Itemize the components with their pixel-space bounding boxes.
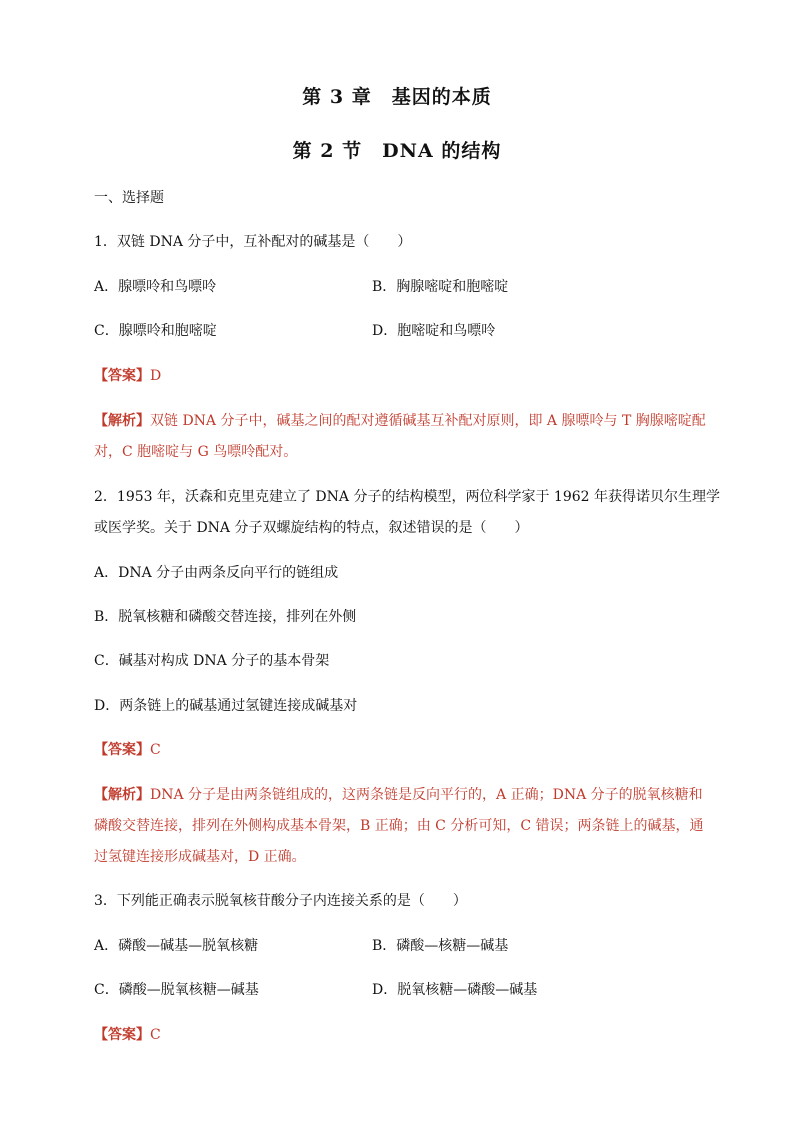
q2-option-c: C．碱基对构成 DNA 分子的基本骨架 xyxy=(94,653,330,669)
chapter-title: 第 3 章 基因的本质 xyxy=(302,86,492,108)
q1-analysis-line-2: 对，C 胞嘧啶与 G 鸟嘌呤配对。 xyxy=(94,444,298,460)
q2-option-a: A．DNA 分子由两条反向平行的链组成 xyxy=(94,565,339,581)
q1-stem: 1．双链 DNA 分子中，互补配对的碱基是（ ） xyxy=(94,234,412,250)
q3-option-c: C．磷酸—脱氧核糖—碱基 xyxy=(94,982,259,998)
q2-option-d: D．两条链上的碱基通过氢键连接成碱基对 xyxy=(94,698,358,714)
section-title: 第 2 节 DNA 的结构 xyxy=(292,140,502,162)
q3-option-a: A．磷酸—碱基—脱氧核糖 xyxy=(94,938,259,954)
q3-option-b: B．磷酸—核糖—碱基 xyxy=(372,938,509,954)
q1-option-b: B．胸腺嘧啶和胞嘧啶 xyxy=(372,279,509,295)
q3-stem: 3．下列能正确表示脱氧核苷酸分子内连接关系的是（ ） xyxy=(94,893,467,909)
q2-answer-value: C xyxy=(150,742,161,758)
q1-analysis-text-1: 双链 DNA 分子中，碱基之间的配对遵循碱基互补配对原则，即 A 腺嘌呤与 T 胸腺嘧啶配 xyxy=(150,413,706,429)
answer-tag: 【答案】 xyxy=(94,368,150,384)
q2-option-b: B．脱氧核糖和磷酸交替连接，排列在外侧 xyxy=(94,609,357,625)
answer-tag: 【答案】 xyxy=(94,1027,150,1043)
analysis-tag: 【解析】 xyxy=(94,787,150,803)
q3-answer xyxy=(94,1025,161,1045)
q1-option-d: D．胞嘧啶和鸟嘌呤 xyxy=(372,323,496,339)
q2-answer xyxy=(94,740,161,760)
q2-stem-line-2: 或医学奖。关于 DNA 分子双螺旋结构的特点，叙述错误的是（ ） xyxy=(94,520,529,536)
part-heading: 一、选择题 xyxy=(94,190,164,206)
q3-answer-value: C xyxy=(150,1027,161,1043)
q2-analysis-text-1: DNA 分子是由两条链组成的，这两条链是反向平行的，A 正确；DNA 分子的脱氧核糖和 xyxy=(150,787,703,803)
q1-option-a: A．腺嘌呤和鸟嘌呤 xyxy=(94,279,217,295)
q2-analysis-line-1 xyxy=(94,785,703,805)
q2-stem-line-1: 2．1953 年，沃森和克里克建立了 DNA 分子的结构模型，两位科学家于 1962 年获得诺贝尔生理学 xyxy=(94,489,720,505)
q1-option-c: C．腺嘌呤和胞嘧啶 xyxy=(94,323,217,339)
q1-answer xyxy=(94,366,161,386)
q1-answer-value: D xyxy=(150,368,162,384)
q1-analysis-line-1 xyxy=(94,411,706,431)
answer-tag: 【答案】 xyxy=(94,742,150,758)
analysis-tag: 【解析】 xyxy=(94,413,150,429)
q3-option-d: D．脱氧核糖—磷酸—碱基 xyxy=(372,982,538,998)
q2-analysis-line-3: 过氢键连接形成碱基对，D 正确。 xyxy=(94,849,306,865)
q2-analysis-line-2: 磷酸交替连接，排列在外侧构成基本骨架，B 正确；由 C 分析可知，C 错误；两条链上的碱基，通 xyxy=(94,818,704,834)
